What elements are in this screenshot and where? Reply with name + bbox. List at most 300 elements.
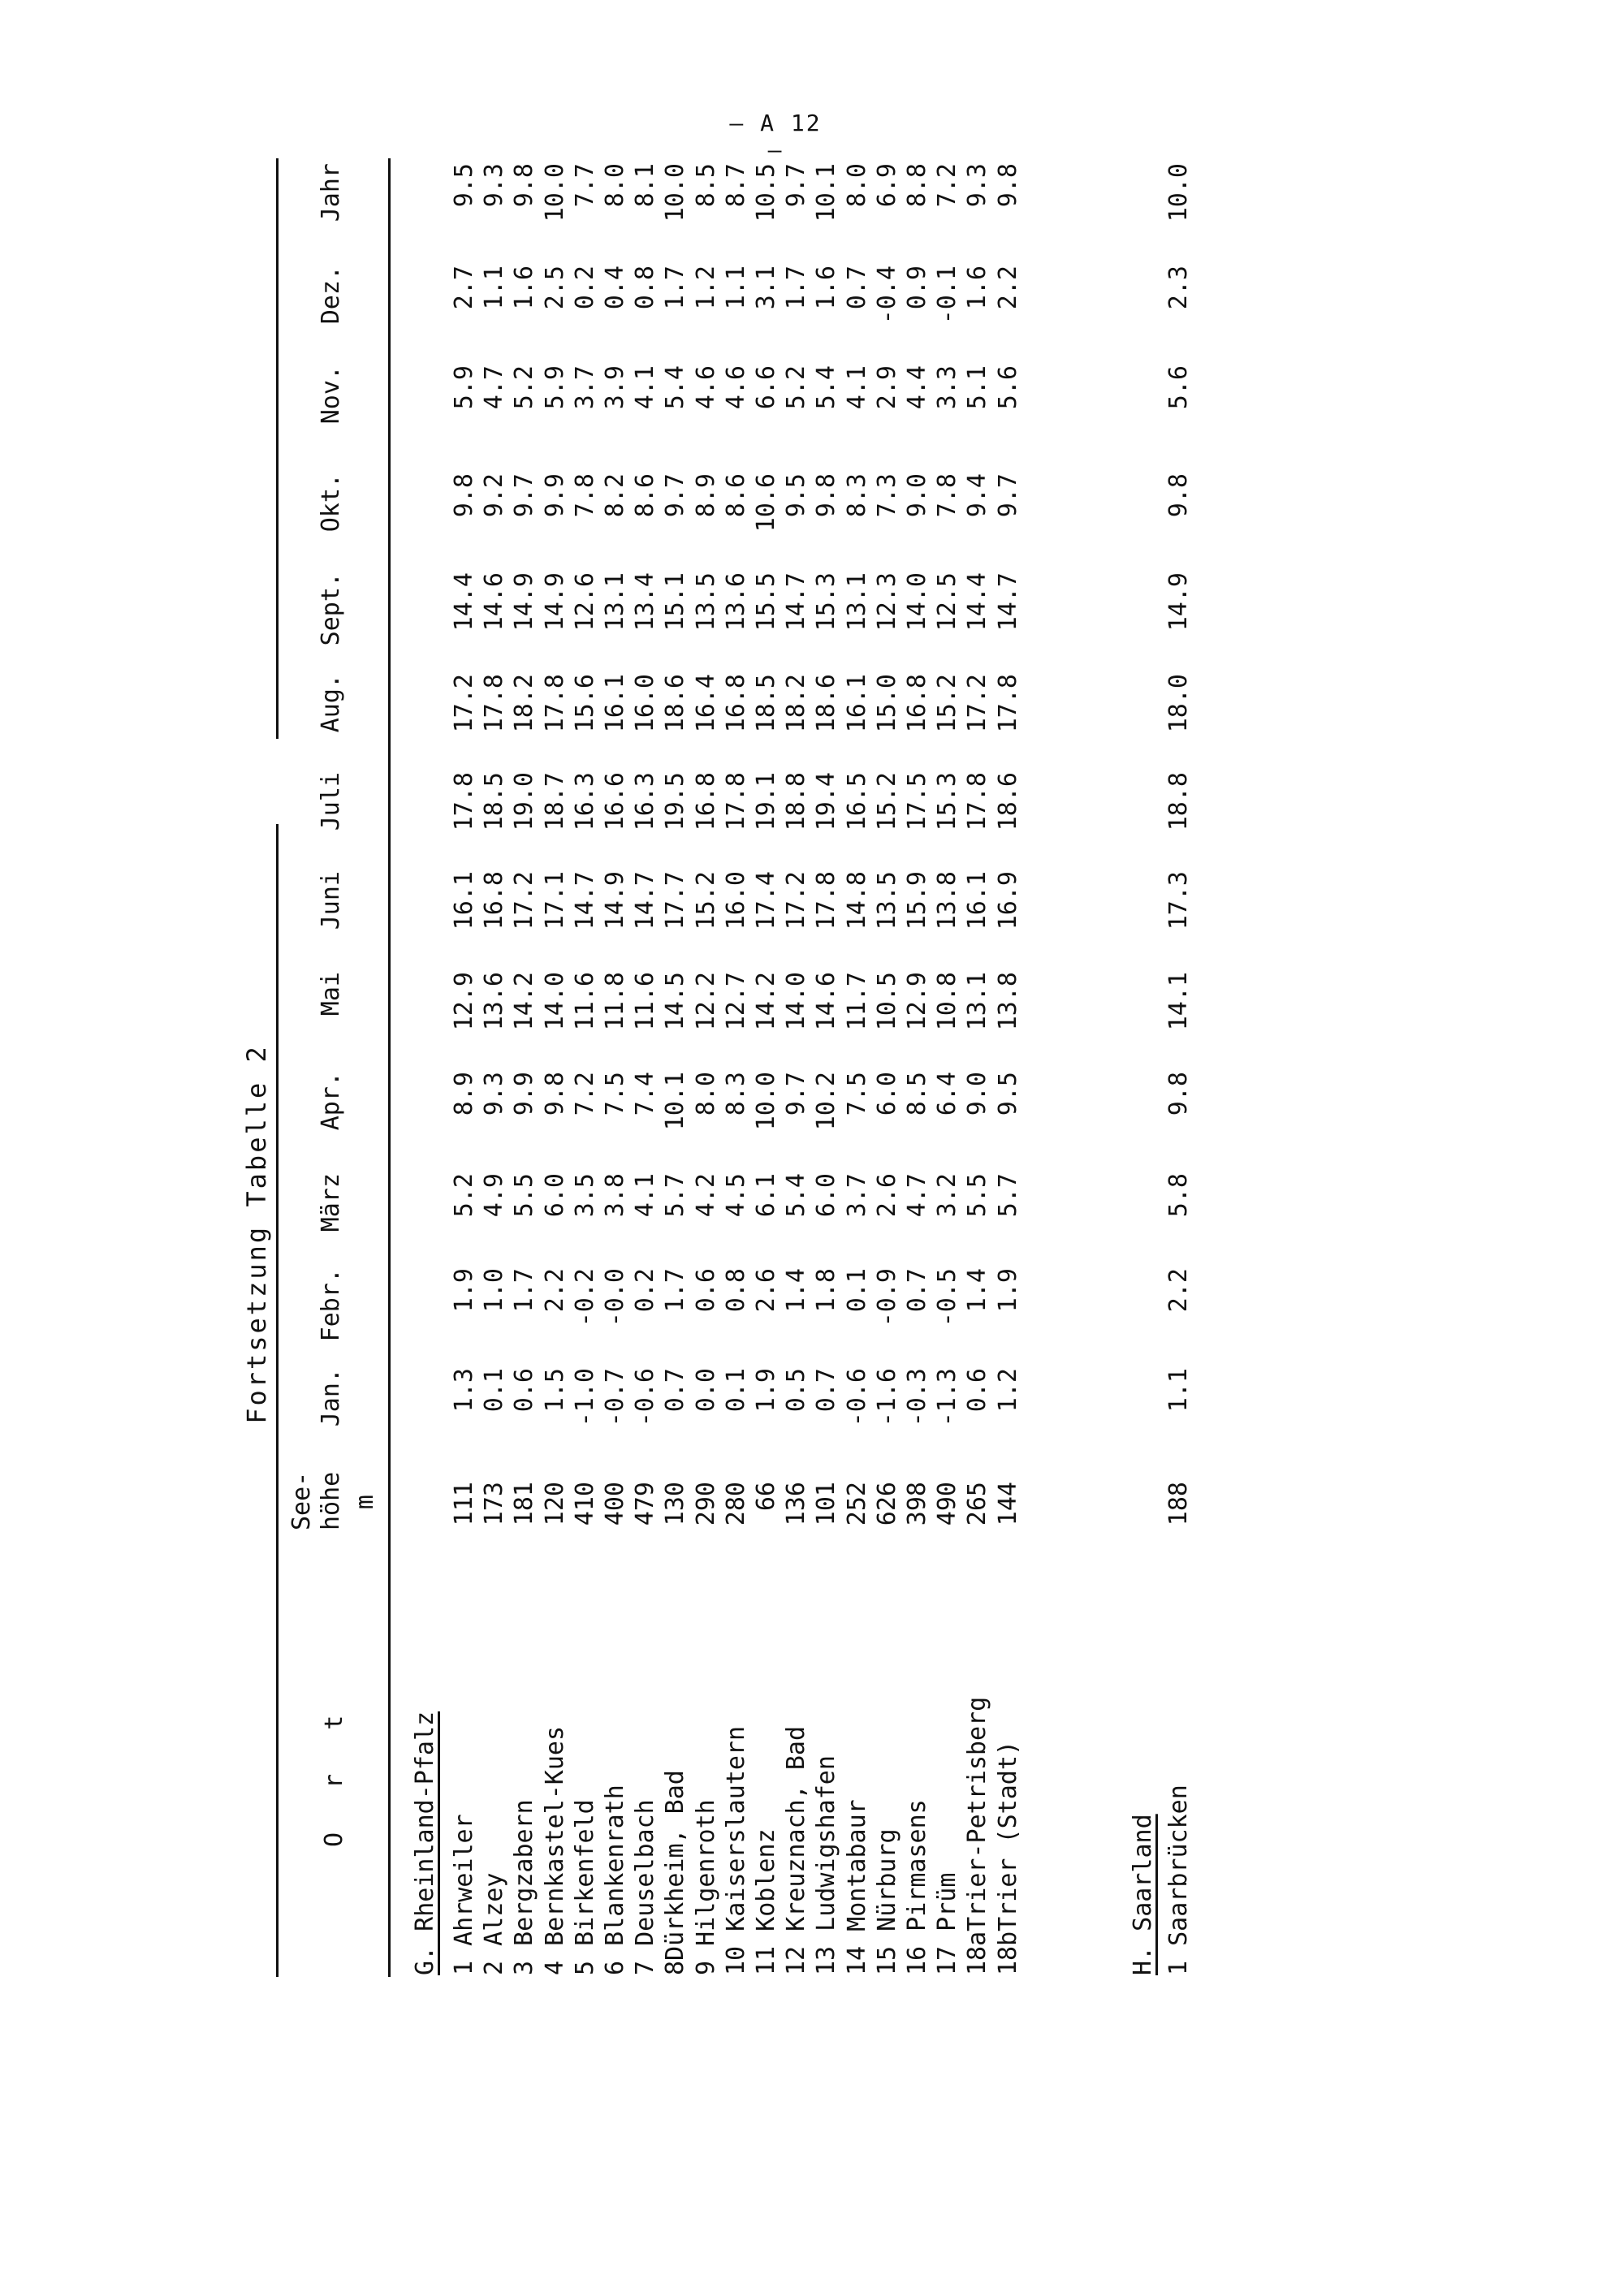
temp-apr: 10.1 xyxy=(661,1072,690,1131)
station-elevation: 410 xyxy=(570,1482,599,1526)
temp-juli: 17.5 xyxy=(903,772,931,831)
station-name: 1 Saarbrücken xyxy=(1164,1785,1193,1975)
table-row xyxy=(782,0,811,1985)
temp-juli: 16.3 xyxy=(631,772,660,831)
temp-mai: 14.1 xyxy=(1164,972,1193,1031)
temp-apr: 6.0 xyxy=(872,1072,901,1116)
table-row xyxy=(571,0,600,1985)
temp-juli: 17.8 xyxy=(963,772,992,831)
table-row xyxy=(994,0,1023,1985)
temp-apr: 9.7 xyxy=(782,1072,811,1116)
temp-juli: 16.3 xyxy=(570,772,599,831)
temp-apr: 10.2 xyxy=(812,1072,841,1131)
temp-mai: 13.6 xyxy=(480,972,509,1031)
temp-juli: 16.6 xyxy=(601,772,629,831)
temp-jahr: 10.0 xyxy=(661,163,690,222)
temp-juni: 13.5 xyxy=(872,871,901,930)
temp-jan: -1.0 xyxy=(570,1368,599,1427)
temp-mai: 12.7 xyxy=(721,972,750,1031)
column-header-okt: Okt. xyxy=(317,473,345,533)
temp-apr: 9.8 xyxy=(540,1072,569,1116)
temp-maerz: 3.7 xyxy=(842,1173,871,1218)
table-row xyxy=(601,0,630,1985)
temp-apr: 8.9 xyxy=(450,1072,478,1116)
temp-jahr: 9.8 xyxy=(510,163,539,208)
temp-nov: 6.6 xyxy=(752,365,780,410)
temp-maerz: 3.2 xyxy=(933,1173,962,1218)
temp-jahr: 8.0 xyxy=(842,163,871,208)
temp-dez: 2.3 xyxy=(1164,265,1193,310)
temp-juni: 17.7 xyxy=(661,871,690,930)
temp-aug: 18.2 xyxy=(782,674,811,733)
temp-febr: 0.6 xyxy=(691,1268,720,1313)
temp-juni: 17.2 xyxy=(782,871,811,930)
temp-mai: 11.7 xyxy=(842,972,871,1031)
temp-mai: 13.1 xyxy=(963,972,992,1031)
temp-nov: 5.4 xyxy=(661,365,690,410)
station-name: 1 Ahrweiler xyxy=(450,1814,478,1975)
temp-nov: 3.3 xyxy=(933,365,962,410)
page-number: – A 12 – xyxy=(729,110,822,163)
temp-nov: 4.1 xyxy=(631,365,660,410)
temp-okt: 9.9 xyxy=(540,473,569,518)
temp-juni: 17.1 xyxy=(540,871,569,930)
temp-juni: 15.9 xyxy=(903,871,931,930)
temp-maerz: 4.7 xyxy=(903,1173,931,1218)
temp-febr: 0.2 xyxy=(631,1268,660,1313)
column-header-febr: Febr. xyxy=(317,1268,345,1342)
temp-mai: 12.9 xyxy=(903,972,931,1031)
temp-okt: 9.5 xyxy=(782,473,811,518)
temp-jahr: 8.8 xyxy=(903,163,931,208)
temp-aug: 16.4 xyxy=(691,674,720,733)
temp-nov: 3.9 xyxy=(601,365,629,410)
table-row xyxy=(903,0,932,1985)
station-name: 17 Prüm xyxy=(933,1872,962,1975)
table-row xyxy=(1164,0,1194,1985)
temp-juli: 18.8 xyxy=(782,772,811,831)
temp-dez: 0.8 xyxy=(631,265,660,310)
temp-dez: 1.7 xyxy=(661,265,690,310)
temp-okt: 7.8 xyxy=(570,473,599,518)
temp-dez: 2.5 xyxy=(540,265,569,310)
temp-apr: 6.4 xyxy=(933,1072,962,1116)
temp-nov: 4.1 xyxy=(842,365,871,410)
table-row xyxy=(752,0,781,1985)
header-top-rule xyxy=(276,158,279,1977)
temp-aug: 16.8 xyxy=(903,674,931,733)
station-elevation: 173 xyxy=(480,1482,509,1526)
column-header-seehoehe-line2: höhe xyxy=(317,1471,345,1530)
temp-mai: 12.9 xyxy=(450,972,478,1031)
temp-aug: 18.6 xyxy=(812,674,841,733)
station-elevation: 120 xyxy=(540,1482,569,1526)
table-row xyxy=(692,0,721,1985)
section-title: G. Rheinland-Pfalz xyxy=(411,1711,439,1975)
temp-juni: 16.0 xyxy=(721,871,750,930)
column-header-jahr: Jahr xyxy=(317,163,345,222)
temp-jahr: 7.7 xyxy=(570,163,599,208)
temp-maerz: 6.0 xyxy=(540,1173,569,1218)
temp-okt: 9.2 xyxy=(480,473,509,518)
temp-dez: 0.2 xyxy=(570,265,599,310)
temp-jan: 0.7 xyxy=(661,1368,690,1413)
station-name: 14 Montabaur xyxy=(842,1799,871,1975)
temp-juni: 16.9 xyxy=(993,871,1022,930)
temp-apr: 10.0 xyxy=(752,1072,780,1131)
temp-apr: 9.9 xyxy=(510,1072,539,1116)
temp-jahr: 9.3 xyxy=(963,163,992,208)
station-elevation: 626 xyxy=(872,1482,901,1526)
temp-aug: 15.0 xyxy=(872,674,901,733)
temp-juni: 15.2 xyxy=(691,871,720,930)
temp-juli: 17.8 xyxy=(450,772,478,831)
temp-febr: 2.6 xyxy=(752,1268,780,1313)
temp-jan: 0.6 xyxy=(510,1368,539,1413)
temp-apr: 7.5 xyxy=(842,1072,871,1116)
station-name: 9 Hilgenroth xyxy=(691,1799,720,1975)
temp-nov: 3.7 xyxy=(570,365,599,410)
temp-nov: 5.6 xyxy=(1164,365,1193,410)
temp-jahr: 6.9 xyxy=(872,163,901,208)
temp-juni: 16.1 xyxy=(963,871,992,930)
temp-jahr: 8.7 xyxy=(721,163,750,208)
temp-mai: 11.6 xyxy=(631,972,660,1031)
temp-juni: 17.4 xyxy=(752,871,780,930)
temp-maerz: 5.7 xyxy=(661,1173,690,1218)
temp-jan: 1.2 xyxy=(993,1368,1022,1413)
table-row xyxy=(631,0,660,1985)
column-header-mai: Mai xyxy=(317,972,345,1016)
temp-sept: 13.4 xyxy=(631,572,660,632)
temp-okt: 10.6 xyxy=(752,473,780,533)
temp-juli: 19.5 xyxy=(661,772,690,831)
temp-jahr: 7.2 xyxy=(933,163,962,208)
temp-sept: 12.5 xyxy=(933,572,962,632)
temp-nov: 4.6 xyxy=(721,365,750,410)
temp-juli: 18.7 xyxy=(540,772,569,831)
temp-sept: 12.6 xyxy=(570,572,599,632)
temp-jan: 0.1 xyxy=(721,1368,750,1413)
station-elevation: 66 xyxy=(752,1482,780,1512)
temp-sept: 13.1 xyxy=(842,572,871,632)
temp-okt: 9.7 xyxy=(661,473,690,518)
temp-dez: 1.1 xyxy=(721,265,750,310)
column-header-seehoehe-unit: m xyxy=(351,1495,379,1510)
temp-okt: 9.8 xyxy=(812,473,841,518)
station-elevation: 290 xyxy=(691,1482,720,1526)
temp-jan: -0.7 xyxy=(601,1368,629,1427)
temp-mai: 11.8 xyxy=(601,972,629,1031)
station-name: 10 Kaiserslautern xyxy=(721,1725,750,1975)
temp-jan: -1.6 xyxy=(872,1368,901,1427)
temp-juli: 15.2 xyxy=(872,772,901,831)
station-elevation: 265 xyxy=(963,1482,992,1526)
temp-jan: 0.0 xyxy=(691,1368,720,1413)
temp-juli: 19.1 xyxy=(752,772,780,831)
temp-maerz: 3.8 xyxy=(601,1173,629,1218)
temp-febr: 1.8 xyxy=(812,1268,841,1313)
temp-sept: 14.9 xyxy=(540,572,569,632)
station-elevation: 479 xyxy=(631,1482,660,1526)
station-name: 5 Birkenfeld xyxy=(570,1799,599,1975)
temp-febr: 2.2 xyxy=(1164,1268,1193,1313)
temp-juni: 14.7 xyxy=(570,871,599,930)
temp-febr: -0.0 xyxy=(601,1268,629,1327)
temp-nov: 5.6 xyxy=(993,365,1022,410)
station-name: 18bTrier (Stadt) xyxy=(993,1741,1022,1975)
section-title: H. Saarland xyxy=(1129,1814,1157,1975)
temp-nov: 4.7 xyxy=(480,365,509,410)
temp-jahr: 8.5 xyxy=(691,163,720,208)
temp-jan: -0.6 xyxy=(842,1368,871,1427)
temp-maerz: 5.5 xyxy=(963,1173,992,1218)
station-name: 18aTrier-Petrisberg xyxy=(963,1696,992,1975)
temp-febr: 1.7 xyxy=(661,1268,690,1313)
temp-juli: 19.0 xyxy=(510,772,539,831)
temp-aug: 18.6 xyxy=(661,674,690,733)
temp-jan: 1.5 xyxy=(540,1368,569,1413)
temp-febr: 1.4 xyxy=(782,1268,811,1313)
temp-mai: 10.8 xyxy=(933,972,962,1031)
temp-juni: 13.8 xyxy=(933,871,962,930)
temp-mai: 14.2 xyxy=(510,972,539,1031)
temp-jan: 0.1 xyxy=(480,1368,509,1413)
column-header-seehoehe-line1: See- xyxy=(287,1471,316,1530)
header-bottom-rule xyxy=(388,158,391,1977)
temp-aug: 16.0 xyxy=(631,674,660,733)
temp-jahr: 9.7 xyxy=(782,163,811,208)
temp-juli: 18.5 xyxy=(480,772,509,831)
temp-dez: 2.7 xyxy=(450,265,478,310)
temp-jahr: 9.5 xyxy=(450,163,478,208)
temp-jan: 0.7 xyxy=(812,1368,841,1413)
temp-dez: -0.1 xyxy=(933,265,962,325)
temp-febr: 1.4 xyxy=(963,1268,992,1313)
temp-apr: 7.5 xyxy=(601,1072,629,1116)
station-name: 3 Bergzabern xyxy=(510,1799,539,1975)
temp-maerz: 5.5 xyxy=(510,1173,539,1218)
temp-okt: 9.0 xyxy=(903,473,931,518)
temp-sept: 12.3 xyxy=(872,572,901,632)
temp-jahr: 9.3 xyxy=(480,163,509,208)
station-elevation: 181 xyxy=(510,1482,539,1526)
temp-maerz: 2.6 xyxy=(872,1173,901,1218)
station-name: 12 Kreuznach, Bad xyxy=(782,1725,811,1975)
temp-aug: 16.1 xyxy=(842,674,871,733)
temp-sept: 14.7 xyxy=(782,572,811,632)
station-elevation: 136 xyxy=(782,1482,811,1526)
temp-juni: 14.8 xyxy=(842,871,871,930)
temp-mai: 13.8 xyxy=(993,972,1022,1031)
header-rule-gap xyxy=(274,739,279,824)
temp-okt: 8.6 xyxy=(721,473,750,518)
temp-sept: 15.3 xyxy=(812,572,841,632)
temp-juni: 17.2 xyxy=(510,871,539,930)
temp-febr: 1.7 xyxy=(510,1268,539,1313)
temp-jahr: 10.1 xyxy=(812,163,841,222)
temp-juli: 16.8 xyxy=(691,772,720,831)
temp-okt: 9.7 xyxy=(510,473,539,518)
temp-nov: 5.4 xyxy=(812,365,841,410)
temp-okt: 9.8 xyxy=(450,473,478,518)
temp-jan: -0.6 xyxy=(631,1368,660,1427)
temp-okt: 8.6 xyxy=(631,473,660,518)
station-elevation: 130 xyxy=(661,1482,690,1526)
station-elevation: 398 xyxy=(903,1482,931,1526)
temp-sept: 14.9 xyxy=(1164,572,1193,632)
temp-sept: 14.4 xyxy=(450,572,478,632)
temp-sept: 15.5 xyxy=(752,572,780,632)
temp-juli: 17.8 xyxy=(721,772,750,831)
temp-okt: 9.8 xyxy=(1164,473,1193,518)
temp-okt: 8.3 xyxy=(842,473,871,518)
temp-aug: 17.2 xyxy=(450,674,478,733)
column-header-apr: Apr. xyxy=(317,1072,345,1131)
temp-mai: 14.0 xyxy=(540,972,569,1031)
temp-febr: 0.1 xyxy=(842,1268,871,1313)
temp-jan: -1.3 xyxy=(933,1368,962,1427)
temp-mai: 14.2 xyxy=(752,972,780,1031)
temp-juli: 15.3 xyxy=(933,772,962,831)
temp-aug: 17.8 xyxy=(993,674,1022,733)
station-name: 4 Bernkastel-Kues xyxy=(540,1725,569,1975)
temp-mai: 14.6 xyxy=(812,972,841,1031)
column-header-aug: Aug. xyxy=(317,674,345,733)
temp-maerz: 5.8 xyxy=(1164,1173,1193,1218)
temp-aug: 18.0 xyxy=(1164,674,1193,733)
temp-okt: 7.3 xyxy=(872,473,901,518)
temp-sept: 13.5 xyxy=(691,572,720,632)
column-header-sept: Sept. xyxy=(317,572,345,646)
column-header-ort: O r t xyxy=(320,1700,348,1847)
temp-dez: 0.7 xyxy=(842,265,871,310)
temp-dez: 0.4 xyxy=(601,265,629,310)
temp-apr: 9.0 xyxy=(963,1072,992,1116)
station-elevation: 490 xyxy=(933,1482,962,1526)
temp-jan: -0.3 xyxy=(903,1368,931,1427)
temp-aug: 18.2 xyxy=(510,674,539,733)
station-elevation: 144 xyxy=(993,1482,1022,1526)
temp-nov: 5.1 xyxy=(963,365,992,410)
temp-juni: 14.9 xyxy=(601,871,629,930)
temp-dez: -0.4 xyxy=(872,265,901,325)
temp-jan: 1.3 xyxy=(450,1368,478,1413)
temp-sept: 14.0 xyxy=(903,572,931,632)
temp-aug: 16.8 xyxy=(721,674,750,733)
temp-okt: 7.8 xyxy=(933,473,962,518)
temp-dez: 3.1 xyxy=(752,265,780,310)
station-name: 7 Deuselbach xyxy=(631,1799,660,1975)
temp-maerz: 5.7 xyxy=(993,1173,1022,1218)
table-row xyxy=(450,0,479,1985)
temp-febr: -0.5 xyxy=(933,1268,962,1327)
temp-sept: 14.9 xyxy=(510,572,539,632)
station-name: 6 Blankenrath xyxy=(601,1785,629,1975)
table-row xyxy=(812,0,841,1985)
temp-nov: 2.9 xyxy=(872,365,901,410)
table-row xyxy=(541,0,570,1985)
column-header-nov: Nov. xyxy=(317,365,345,425)
temp-nov: 5.9 xyxy=(540,365,569,410)
temp-maerz: 5.4 xyxy=(782,1173,811,1218)
temp-nov: 4.6 xyxy=(691,365,720,410)
temp-mai: 12.2 xyxy=(691,972,720,1031)
temp-sept: 14.7 xyxy=(993,572,1022,632)
station-name: 15 Nürburg xyxy=(872,1828,901,1975)
temp-apr: 9.3 xyxy=(480,1072,509,1116)
temp-dez: 1.6 xyxy=(510,265,539,310)
station-name: 16 Pirmasens xyxy=(903,1799,931,1975)
column-header-juli: Juli xyxy=(317,772,345,831)
temp-dez: 1.2 xyxy=(691,265,720,310)
temp-aug: 17.8 xyxy=(540,674,569,733)
temp-maerz: 4.5 xyxy=(721,1173,750,1218)
temp-febr: 2.2 xyxy=(540,1268,569,1313)
temp-jan: 0.5 xyxy=(782,1368,811,1413)
temp-dez: 0.9 xyxy=(903,265,931,310)
temp-dez: 1.6 xyxy=(812,265,841,310)
station-elevation: 101 xyxy=(812,1482,841,1526)
temp-dez: 1.6 xyxy=(963,265,992,310)
temp-jahr: 10.0 xyxy=(540,163,569,222)
temp-aug: 17.8 xyxy=(480,674,509,733)
table-row xyxy=(510,0,539,1985)
temp-jahr: 10.0 xyxy=(1164,163,1193,222)
temp-maerz: 6.0 xyxy=(812,1173,841,1218)
station-elevation: 111 xyxy=(450,1482,478,1526)
temp-nov: 5.2 xyxy=(782,365,811,410)
table-row xyxy=(873,0,902,1985)
temp-febr: -0.2 xyxy=(570,1268,599,1327)
temp-sept: 13.6 xyxy=(721,572,750,632)
temp-juli: 16.5 xyxy=(842,772,871,831)
temp-aug: 16.1 xyxy=(601,674,629,733)
table-caption-text: Fortsetzung Tabelle 2 xyxy=(241,1044,272,1424)
temp-juni: 17.8 xyxy=(812,871,841,930)
column-header-juni: Juni xyxy=(317,871,345,930)
temp-dez: 1.1 xyxy=(480,265,509,310)
temp-nov: 4.4 xyxy=(903,365,931,410)
table-row xyxy=(933,0,962,1985)
column-header-jan: Jan. xyxy=(317,1368,345,1427)
temp-febr: 1.9 xyxy=(450,1268,478,1313)
temp-maerz: 6.1 xyxy=(752,1173,780,1218)
temp-juli: 18.8 xyxy=(1164,772,1193,831)
temp-febr: 0.7 xyxy=(903,1268,931,1313)
temp-apr: 8.3 xyxy=(721,1072,750,1116)
temp-jahr: 8.0 xyxy=(601,163,629,208)
temp-jahr: 10.5 xyxy=(752,163,780,222)
temp-sept: 13.1 xyxy=(601,572,629,632)
temp-dez: 2.2 xyxy=(993,265,1022,310)
temp-juni: 16.8 xyxy=(480,871,509,930)
temp-jahr: 8.1 xyxy=(631,163,660,208)
station-elevation: 400 xyxy=(601,1482,629,1526)
temp-mai: 11.6 xyxy=(570,972,599,1031)
temp-juni: 16.1 xyxy=(450,871,478,930)
column-header-maerz: März xyxy=(317,1173,345,1232)
temp-maerz: 4.2 xyxy=(691,1173,720,1218)
temp-maerz: 5.2 xyxy=(450,1173,478,1218)
temp-febr: 0.8 xyxy=(721,1268,750,1313)
temp-mai: 14.5 xyxy=(661,972,690,1031)
table-row xyxy=(661,0,690,1985)
temp-maerz: 4.1 xyxy=(631,1173,660,1218)
climate-table xyxy=(276,0,1535,1985)
temp-aug: 15.2 xyxy=(933,674,962,733)
station-elevation: 188 xyxy=(1164,1482,1193,1526)
